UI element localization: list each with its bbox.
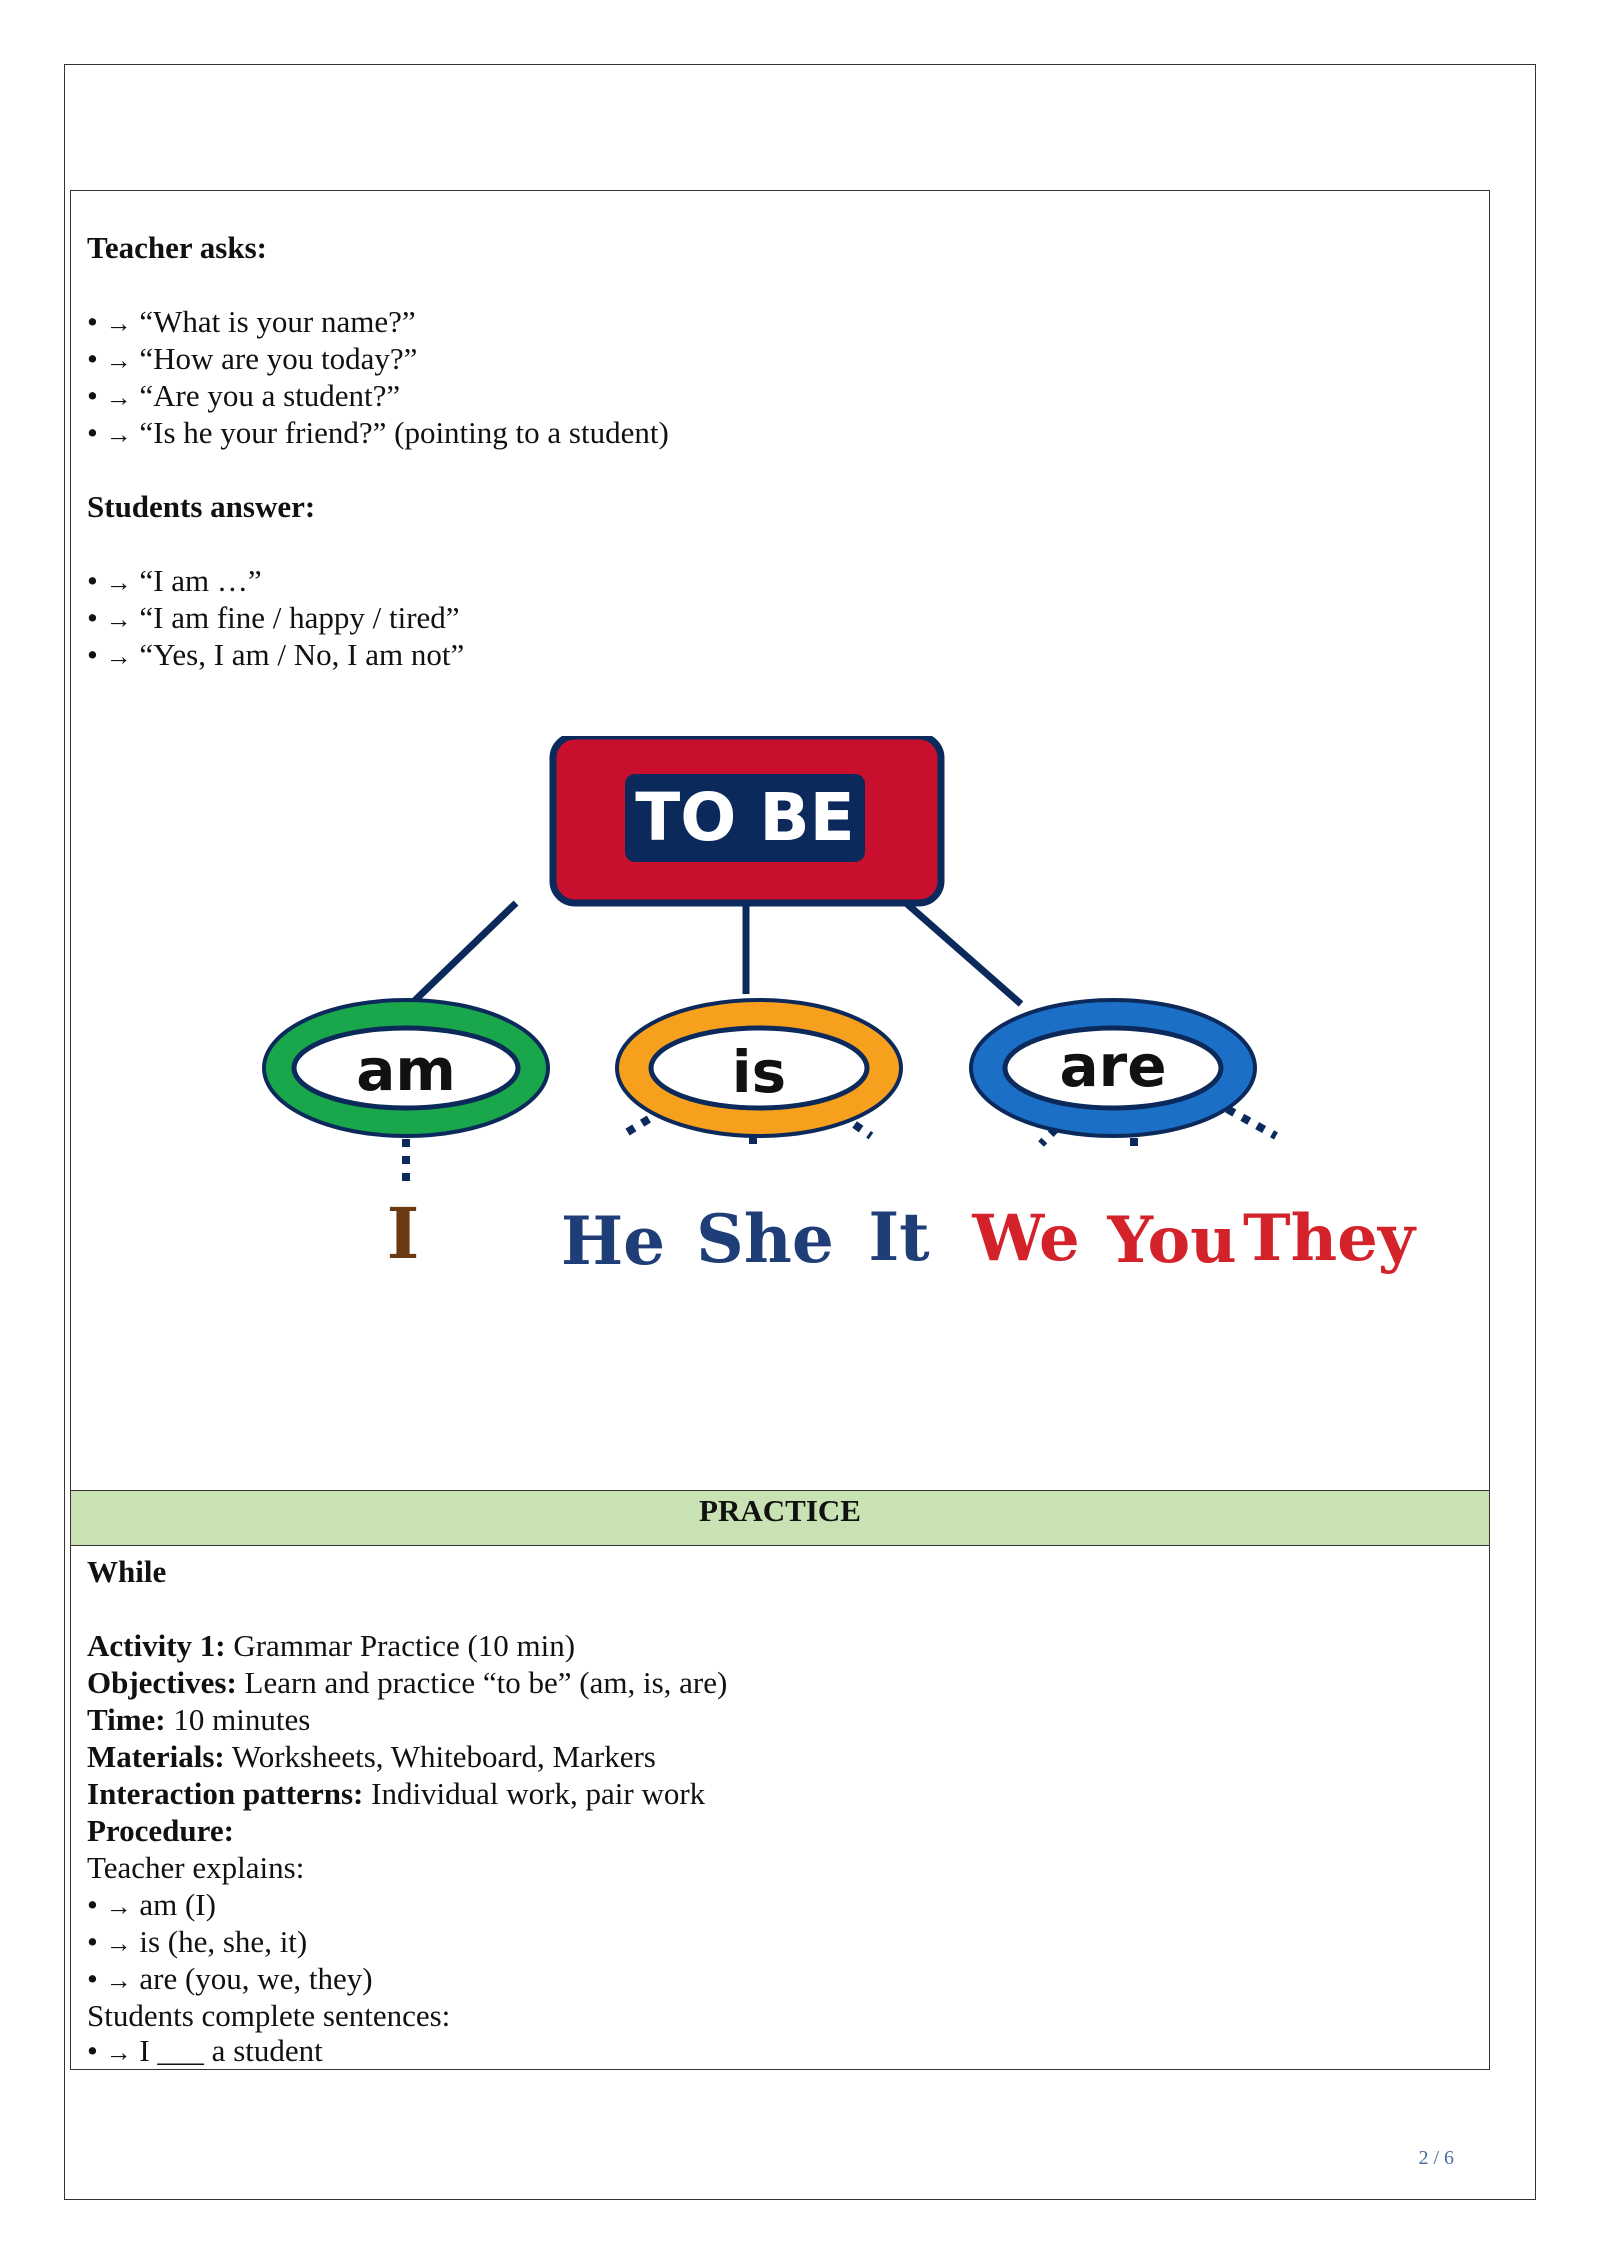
connector-am bbox=[409, 903, 516, 1006]
to-be-title: TO BE bbox=[635, 779, 855, 856]
students-complete: Students complete sentences: bbox=[87, 1998, 451, 2033]
stage-label: While bbox=[87, 1554, 167, 1589]
practice-header: PRACTICE bbox=[71, 1490, 1489, 1546]
arrow-icon: → bbox=[105, 2038, 132, 2067]
list-item: • → “Are you a student?” bbox=[87, 378, 401, 413]
lesson-table bbox=[70, 190, 1490, 2070]
activity-line: Activity 1: Grammar Practice (10 min) bbox=[87, 1628, 576, 1663]
arrow-icon: → bbox=[105, 420, 132, 449]
arrow-icon: → bbox=[105, 383, 132, 412]
teacher-asks-heading: Teacher asks: bbox=[87, 230, 267, 265]
arrow-icon: → bbox=[105, 568, 132, 597]
procedure-label: Procedure: bbox=[87, 1813, 234, 1848]
list-item: • → “I am …” bbox=[87, 563, 262, 598]
materials-line: Materials: Worksheets, Whiteboard, Markers bbox=[87, 1739, 656, 1774]
pronoun-you: You bbox=[1107, 1203, 1237, 1278]
arrow-icon: → bbox=[105, 309, 132, 338]
arrow-icon: → bbox=[105, 642, 132, 671]
pronoun-we: We bbox=[972, 1201, 1080, 1276]
verb-am: am bbox=[356, 1036, 456, 1104]
arrow-icon: → bbox=[105, 1892, 132, 1921]
list-item: • → “How are you today?” bbox=[87, 341, 418, 376]
list-item: • → I ___ a student bbox=[87, 2033, 323, 2068]
list-item: • → are (you, we, they) bbox=[87, 1961, 373, 1996]
pronoun-they: They bbox=[1242, 1201, 1416, 1276]
interaction-line: Interaction patterns: Individual work, pair work bbox=[87, 1776, 706, 1811]
students-answer-heading: Students answer: bbox=[87, 489, 316, 524]
pronoun-i: I bbox=[386, 1192, 420, 1275]
connector-are bbox=[906, 903, 1021, 1004]
arrow-icon: → bbox=[105, 1966, 132, 1995]
list-item: • → am (I) bbox=[87, 1887, 216, 1922]
pronoun-he: He bbox=[560, 1202, 666, 1280]
list-item: • → “Yes, I am / No, I am not” bbox=[87, 637, 465, 672]
pronoun-it: It bbox=[868, 1198, 930, 1276]
list-item: • → “Is he your friend?” (pointing to a student) bbox=[87, 415, 669, 450]
arrow-icon: → bbox=[105, 605, 132, 634]
list-item: • → is (he, she, it) bbox=[87, 1924, 308, 1959]
to-be-diagram bbox=[181, 736, 1441, 1356]
list-item: • → “I am fine / happy / tired” bbox=[87, 600, 460, 635]
arrow-icon: → bbox=[105, 1929, 132, 1958]
verb-are: are bbox=[1059, 1032, 1167, 1100]
objectives-line: Objectives: Learn and practice “to be” (am, is, are) bbox=[87, 1665, 728, 1700]
list-item: • → “What is your name?” bbox=[87, 304, 416, 339]
diagram-connectors bbox=[409, 903, 1021, 1006]
warm-up-section bbox=[71, 191, 1489, 1491]
arrow-icon: → bbox=[105, 346, 132, 375]
teacher-explains: Teacher explains: bbox=[87, 1850, 305, 1885]
page-number: 2 / 6 bbox=[1418, 2147, 1454, 2169]
verb-is: is bbox=[731, 1038, 787, 1106]
time-line: Time: 10 minutes bbox=[87, 1702, 311, 1737]
pronoun-she: She bbox=[696, 1200, 834, 1278]
